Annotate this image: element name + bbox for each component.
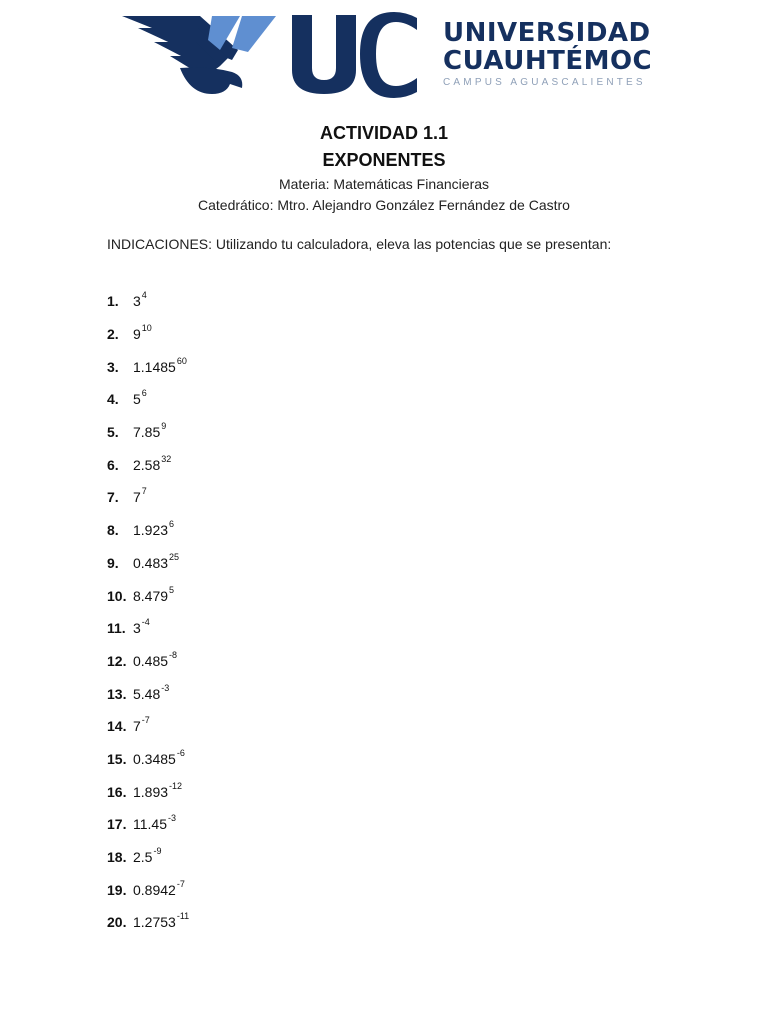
exercise-number: 14.: [107, 718, 127, 735]
exercise-exponent: 4: [141, 290, 147, 301]
list-item: [107, 873, 189, 906]
exercise-number: 19.: [107, 881, 127, 898]
exercise-base: 0.8942: [133, 881, 176, 898]
exercise-exponent: 7: [141, 486, 147, 497]
university-name-line2: CUAUHTÉMOC: [443, 46, 653, 76]
activity-title: ACTIVIDAD 1.1: [319, 123, 449, 143]
list-item: [107, 579, 189, 612]
exercise-base: 0.483: [133, 554, 169, 571]
list-item: [107, 808, 189, 841]
exercise-number: 6.: [107, 456, 119, 473]
exercise-base: 2.58: [133, 456, 161, 473]
exercise-exponent: 6: [141, 388, 147, 399]
exercise-base: 7.85: [133, 424, 161, 441]
exercise-number: 3.: [107, 358, 119, 375]
exercise-exponent: -7: [141, 715, 150, 726]
exercise-number: 5.: [107, 424, 119, 441]
exercise-exponent: -8: [169, 649, 178, 660]
list-item: [107, 841, 189, 874]
subject-line: Materia: Matemáticas Financieras: [278, 176, 490, 192]
list-item: [107, 416, 189, 449]
exercise-base: 5.48: [133, 685, 161, 702]
exercise-base: 3: [133, 293, 141, 310]
exercise-number: 18.: [107, 849, 127, 866]
exercise-number: 16.: [107, 783, 127, 800]
exercise-number: 12.: [107, 652, 127, 669]
exercise-base: 3: [133, 620, 141, 637]
exercise-exponent: 9: [161, 421, 167, 432]
campus-name: CAMPUS AGUASCALIENTES: [443, 77, 646, 88]
exercise-exponent: 32: [161, 453, 172, 464]
exercise-base: 11.45: [133, 816, 167, 833]
exercise-exponent: -3: [168, 813, 177, 824]
list-item: [107, 448, 189, 481]
university-name-line1: UNIVERSIDAD: [443, 18, 651, 48]
list-item: [107, 383, 189, 416]
list-item: [107, 645, 189, 678]
list-item: [107, 514, 189, 547]
list-item: [107, 350, 189, 383]
exercise-exponent: -9: [153, 846, 162, 857]
exercise-base: 7: [133, 489, 141, 506]
exercise-base: 9: [133, 326, 141, 343]
exercise-number: 11.: [107, 620, 126, 637]
exercise-base: 5: [133, 391, 141, 408]
exercise-number: 17.: [107, 816, 127, 833]
exercise-exponent: -4: [141, 617, 150, 628]
instructions-text: INDICACIONES: Utilizando tu calculadora, eleva las potencias que se presentan:: [107, 236, 612, 252]
exercise-number: 13.: [107, 685, 127, 702]
exercise-number: 7.: [107, 489, 119, 506]
exercise-base: 8.479: [133, 587, 169, 604]
document-header: [0, 120, 768, 216]
brand-text: [443, 20, 663, 88]
exercise-exponent: 25: [169, 551, 180, 562]
exercise-number: 1.: [107, 293, 119, 310]
list-item: [107, 710, 189, 743]
list-item: [107, 677, 189, 710]
exercise-exponent: 6: [169, 519, 175, 530]
list-item: [107, 906, 189, 939]
exercise-exponent: 5: [169, 584, 175, 595]
exercise-exponent: -11: [176, 911, 190, 922]
list-item: [107, 318, 189, 351]
exercise-base: 7: [133, 718, 141, 735]
exercise-number: 10.: [107, 587, 127, 604]
list-item: [107, 547, 189, 580]
exercise-base: 1.893: [133, 783, 169, 800]
exercise-number: 20.: [107, 914, 127, 931]
exercise-base: 1.1485: [133, 358, 176, 375]
exercise-number: 4.: [107, 391, 119, 408]
exercise-number: 15.: [107, 750, 127, 767]
list-item: [107, 612, 189, 645]
list-item: [107, 775, 189, 808]
exercise-exponent: -6: [176, 747, 185, 758]
exercise-exponent: 60: [176, 355, 187, 366]
teacher-line: Catedrático: Mtro. Alejandro González Fernández de Castro: [198, 197, 570, 213]
list-item: [107, 481, 189, 514]
list-item: [107, 743, 189, 776]
exercise-exponent: -7: [176, 878, 185, 889]
exercise-base: 0.485: [133, 652, 169, 669]
list-item: [107, 285, 189, 318]
exercise-number: 8.: [107, 522, 119, 539]
exercise-base: 0.3485: [133, 750, 176, 767]
exercise-base: 1.923: [133, 522, 169, 539]
exercise-base: 2.5: [133, 849, 153, 866]
exercise-number: 2.: [107, 326, 119, 343]
exercise-base: 1.2753: [133, 914, 176, 931]
exercise-number: 9.: [107, 554, 119, 571]
topic-title: EXPONENTES: [322, 150, 446, 170]
exercise-exponent: -12: [169, 780, 183, 791]
exercise-list: [107, 285, 189, 939]
exercise-exponent: -3: [161, 682, 170, 693]
exercise-exponent: 10: [141, 323, 152, 334]
